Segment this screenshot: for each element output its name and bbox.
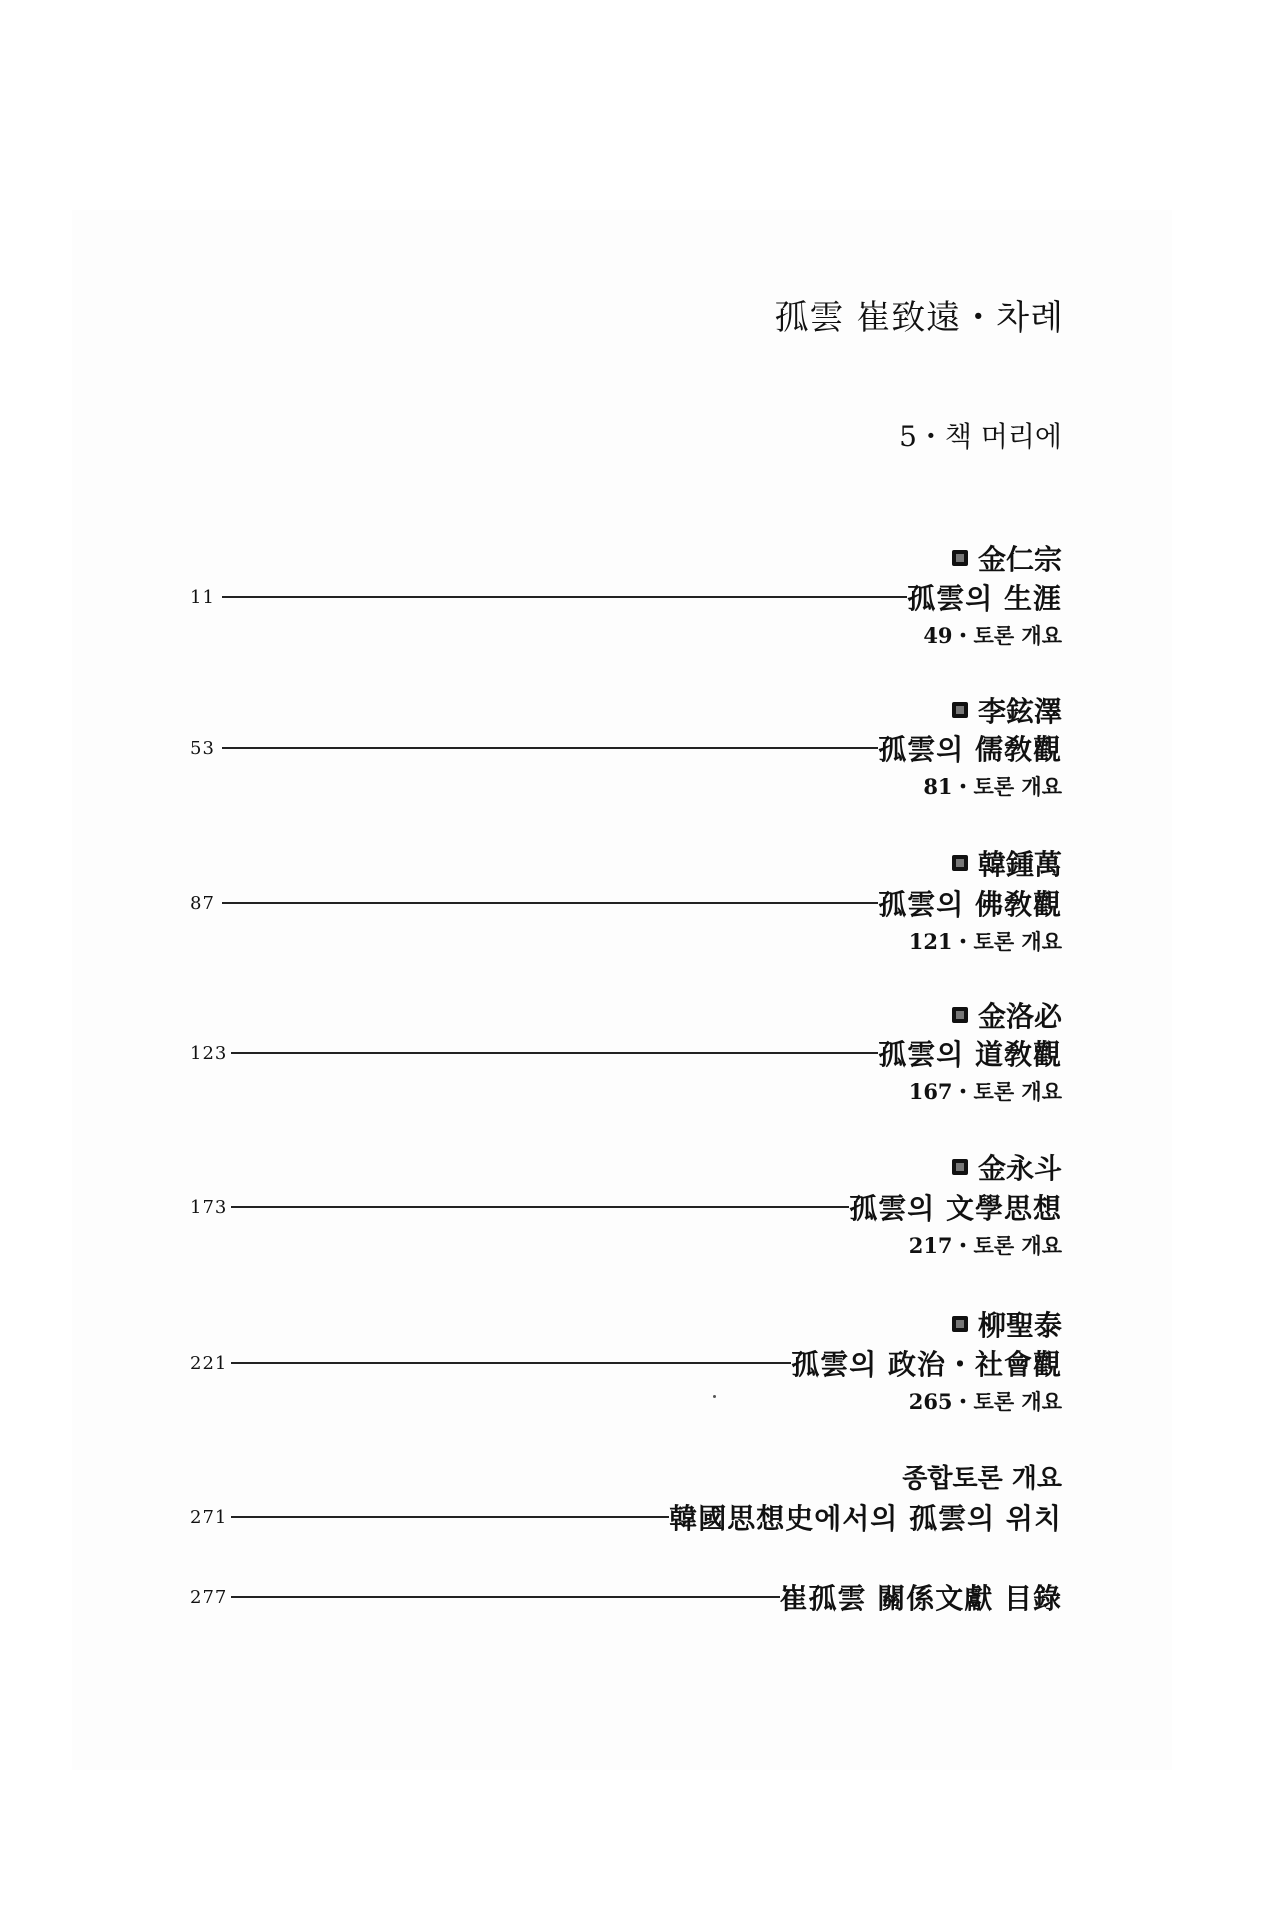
author-5 (952, 1147, 1062, 1187)
chapter-title: 孤雲의 政治・社會觀 (791, 1348, 1062, 1381)
square-bullet-icon (952, 1316, 968, 1332)
page-number: 123 (190, 1042, 228, 1064)
leader-line (231, 1362, 791, 1364)
author-name: 李鉉澤 (977, 695, 1062, 728)
leader-line (222, 902, 878, 904)
discussion-entry-3: 121・토론 개요 (908, 929, 1062, 954)
author-1 (952, 538, 1062, 578)
discussion-entry-6: 265・토론 개요 (908, 1389, 1062, 1414)
chapter-title: 孤雲의 佛敎觀 (878, 888, 1062, 921)
leader-line (231, 1596, 779, 1598)
leader-line (222, 596, 907, 598)
chapter-title: 孤雲의 文學思想 (849, 1192, 1062, 1225)
square-bullet-icon (952, 1159, 968, 1175)
square-bullet-icon (952, 855, 968, 871)
toc-entry-2[interactable] (190, 731, 1062, 765)
leader-line (231, 1206, 849, 1208)
page-number: 221 (190, 1352, 228, 1374)
page-number: 173 (190, 1196, 228, 1218)
author-name: 金永斗 (977, 1152, 1062, 1185)
square-bullet-icon (952, 702, 968, 718)
toc-title: 孤雲 崔致遠・차례 (774, 298, 1064, 338)
author-4 (952, 995, 1062, 1035)
author-3 (952, 843, 1062, 883)
discussion-entry-4: 167・토론 개요 (908, 1079, 1062, 1104)
chapter-title: 孤雲의 生涯 (907, 582, 1062, 615)
toc-entry-5[interactable] (190, 1190, 1062, 1224)
page-number: 87 (190, 892, 215, 914)
summary-label: 종합토론 개요 (902, 1464, 1062, 1494)
leader-line (231, 1516, 669, 1518)
leader-line (222, 747, 878, 749)
chapter-title: 孤雲의 道敎觀 (878, 1038, 1062, 1071)
leader-line (231, 1052, 878, 1054)
page-number: 271 (190, 1506, 228, 1528)
page-number: 11 (190, 586, 215, 608)
author-name: 金洛必 (977, 1000, 1062, 1033)
author-name: 柳聖泰 (977, 1309, 1062, 1342)
author-name: 韓鍾萬 (977, 848, 1062, 881)
toc-entry-6[interactable] (190, 1346, 1062, 1380)
page-number: 53 (190, 737, 215, 759)
preface-entry: 5・책 머리에 (899, 420, 1062, 453)
discussion-entry-2: 81・토론 개요 (923, 774, 1062, 799)
chapter-title: 孤雲의 儒敎觀 (878, 733, 1062, 766)
toc-entry-1[interactable] (190, 580, 1062, 614)
speck (713, 1395, 716, 1398)
chapter-title: 韓國思想史에서의 孤雲의 위치 (669, 1502, 1062, 1535)
page-number: 277 (190, 1586, 228, 1608)
discussion-entry-5: 217・토론 개요 (908, 1233, 1062, 1258)
author-6 (952, 1304, 1062, 1344)
square-bullet-icon (952, 550, 968, 566)
discussion-entry-1: 49・토론 개요 (923, 623, 1062, 648)
author-2 (952, 690, 1062, 730)
toc-entry-bibliography[interactable] (190, 1580, 1062, 1614)
toc-entry-3[interactable] (190, 886, 1062, 920)
square-bullet-icon (952, 1007, 968, 1023)
toc-entry-4[interactable] (190, 1036, 1062, 1070)
author-name: 金仁宗 (977, 543, 1062, 576)
toc-entry-summary[interactable] (190, 1500, 1062, 1534)
chapter-title: 崔孤雲 關係文獻 目錄 (779, 1582, 1062, 1615)
